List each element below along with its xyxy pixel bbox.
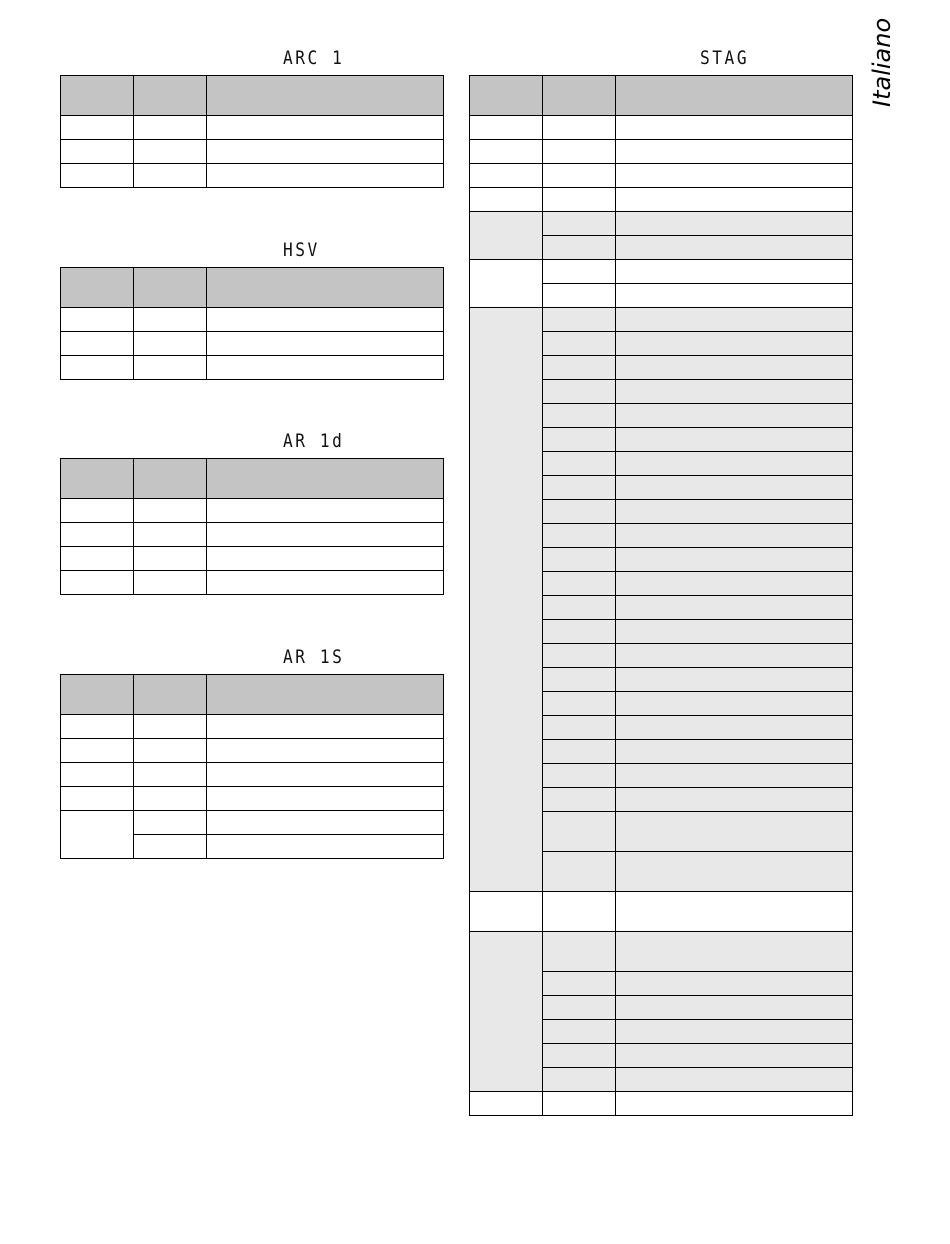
table-cell [61,140,134,164]
table-cell [616,1020,853,1044]
table-row [61,739,444,763]
table-cell [134,164,207,188]
table-row [470,892,853,932]
table-cell [470,188,543,212]
header-cell [616,76,853,116]
header-cell [543,76,616,116]
table-row [470,932,853,972]
table-cell [543,212,616,236]
group-cell [470,260,543,308]
table-cell [543,996,616,1020]
table-cell [207,571,444,595]
table-row [61,715,444,739]
table-cell [616,212,853,236]
table-cell [134,811,207,835]
table-row [470,164,853,188]
table-cell [61,715,134,739]
table-cell [543,356,616,380]
header-cell [134,675,207,715]
table-arc1 [60,75,444,188]
table-cell [616,812,853,852]
table-cell [543,620,616,644]
table-cell [616,572,853,596]
table-cell [616,788,853,812]
language-label: Italiano [868,17,896,107]
table-cell [543,308,616,332]
header-cell [134,76,207,116]
header-cell [61,268,134,308]
group-cell [470,212,543,260]
table-row [470,308,853,332]
header-cell [61,76,134,116]
table-cell [616,620,853,644]
table-cell [134,356,207,380]
table-row [61,140,444,164]
table-cell [207,164,444,188]
table-cell [134,332,207,356]
table-cell [543,140,616,164]
table-cell [616,428,853,452]
table-row [61,763,444,787]
table-header-row [61,459,444,499]
table-cell [616,404,853,428]
table-cell [543,932,616,972]
table-cell [616,740,853,764]
table-row [470,1092,853,1116]
table-row [61,356,444,380]
table-row [470,140,853,164]
table-cell [61,787,134,811]
table-cell [207,763,444,787]
table-cell [543,284,616,308]
table-cell [616,716,853,740]
table-cell [134,523,207,547]
table-row [61,787,444,811]
table-cell [616,452,853,476]
table-cell [61,116,134,140]
table-row [470,116,853,140]
table-cell [543,452,616,476]
table-cell [543,644,616,668]
table-cell [470,164,543,188]
table-cell [134,835,207,859]
table-cell [134,787,207,811]
table-cell [616,332,853,356]
table-cell [61,523,134,547]
table-cell [543,476,616,500]
group-cell [470,932,543,1092]
table-cell [616,972,853,996]
header-cell [134,459,207,499]
table-cell [616,260,853,284]
table-cell [543,764,616,788]
table-cell [543,404,616,428]
table-cell [543,548,616,572]
table-cell [61,356,134,380]
table-row [61,116,444,140]
table-cell [616,852,853,892]
table-cell [543,716,616,740]
table-cell [207,835,444,859]
table-cell [543,892,616,932]
mode-title-hsv: HSV [283,239,320,261]
table-row [470,260,853,284]
table-header-row [61,268,444,308]
table-cell [61,308,134,332]
table-cell [616,1068,853,1092]
table-row [470,188,853,212]
table-cell [616,188,853,212]
table-cell [134,739,207,763]
table-ar1d [60,458,444,595]
table-cell [543,380,616,404]
table-cell [543,164,616,188]
header-cell [61,675,134,715]
table-cell [207,787,444,811]
table-row [61,499,444,523]
table-cell [543,692,616,716]
table-cell [543,812,616,852]
table-cell [543,236,616,260]
table-cell [134,308,207,332]
table-cell [616,932,853,972]
header-cell [207,76,444,116]
table-cell [61,499,134,523]
table-cell [616,284,853,308]
table-cell [207,308,444,332]
table-row [61,164,444,188]
table-cell [61,739,134,763]
table-cell [543,332,616,356]
table-cell [616,164,853,188]
table-cell [543,1092,616,1116]
table-cell [207,547,444,571]
table-cell [616,380,853,404]
table-row [61,547,444,571]
table-cell [616,308,853,332]
table-row [61,571,444,595]
table-cell [207,332,444,356]
table-cell [543,668,616,692]
header-cell [207,459,444,499]
table-header-row [61,675,444,715]
mode-title-ar1s: AR 1S [283,646,345,668]
header-cell [207,675,444,715]
table-cell [543,972,616,996]
table-cell [61,332,134,356]
table-row [61,308,444,332]
table-cell [543,428,616,452]
header-cell [207,268,444,308]
mode-title-stag: STAG [700,47,750,69]
group-cell [61,811,134,859]
table-cell [134,571,207,595]
table-cell [470,892,543,932]
table-cell [134,715,207,739]
table-cell [543,524,616,548]
table-cell [543,596,616,620]
table-row [61,811,444,835]
table-header-row [61,76,444,116]
table-row [61,332,444,356]
table-cell [616,596,853,620]
header-cell [134,268,207,308]
table-cell [207,715,444,739]
table-cell [543,1044,616,1068]
table-cell [207,116,444,140]
table-cell [543,188,616,212]
table-cell [207,811,444,835]
mode-title-ar1d: AR 1d [283,430,345,452]
table-cell [543,740,616,764]
table-cell [134,140,207,164]
table-row [470,212,853,236]
table-cell [61,763,134,787]
table-cell [616,644,853,668]
table-cell [61,164,134,188]
table-cell [616,500,853,524]
table-cell [543,500,616,524]
group-cell [470,308,543,892]
table-cell [616,996,853,1020]
table-cell [207,356,444,380]
mode-title-arc1: ARC 1 [283,47,345,69]
table-cell [543,260,616,284]
table-cell [543,852,616,892]
table-cell [134,116,207,140]
table-cell [134,763,207,787]
table-cell [616,356,853,380]
table-cell [470,140,543,164]
table-cell [61,547,134,571]
table-cell [207,140,444,164]
table-row [61,523,444,547]
table-cell [616,116,853,140]
table-cell [616,764,853,788]
table-cell [616,1092,853,1116]
header-cell [470,76,543,116]
table-cell [616,1044,853,1068]
table-cell [543,572,616,596]
table-hsv [60,267,444,380]
table-cell [616,140,853,164]
table-cell [616,236,853,260]
table-cell [616,524,853,548]
table-cell [616,892,853,932]
header-cell [61,459,134,499]
table-cell [207,499,444,523]
table-cell [543,1020,616,1044]
table-ar1s [60,674,444,859]
table-cell [616,668,853,692]
table-cell [470,1092,543,1116]
table-cell [616,692,853,716]
table-cell [543,116,616,140]
table-cell [616,548,853,572]
table-cell [470,116,543,140]
table-cell [61,571,134,595]
table-stag [469,75,853,1116]
table-cell [134,547,207,571]
table-cell [543,1068,616,1092]
table-cell [543,788,616,812]
table-cell [207,739,444,763]
table-cell [616,476,853,500]
table-header-row [470,76,853,116]
table-cell [207,523,444,547]
table-cell [134,499,207,523]
